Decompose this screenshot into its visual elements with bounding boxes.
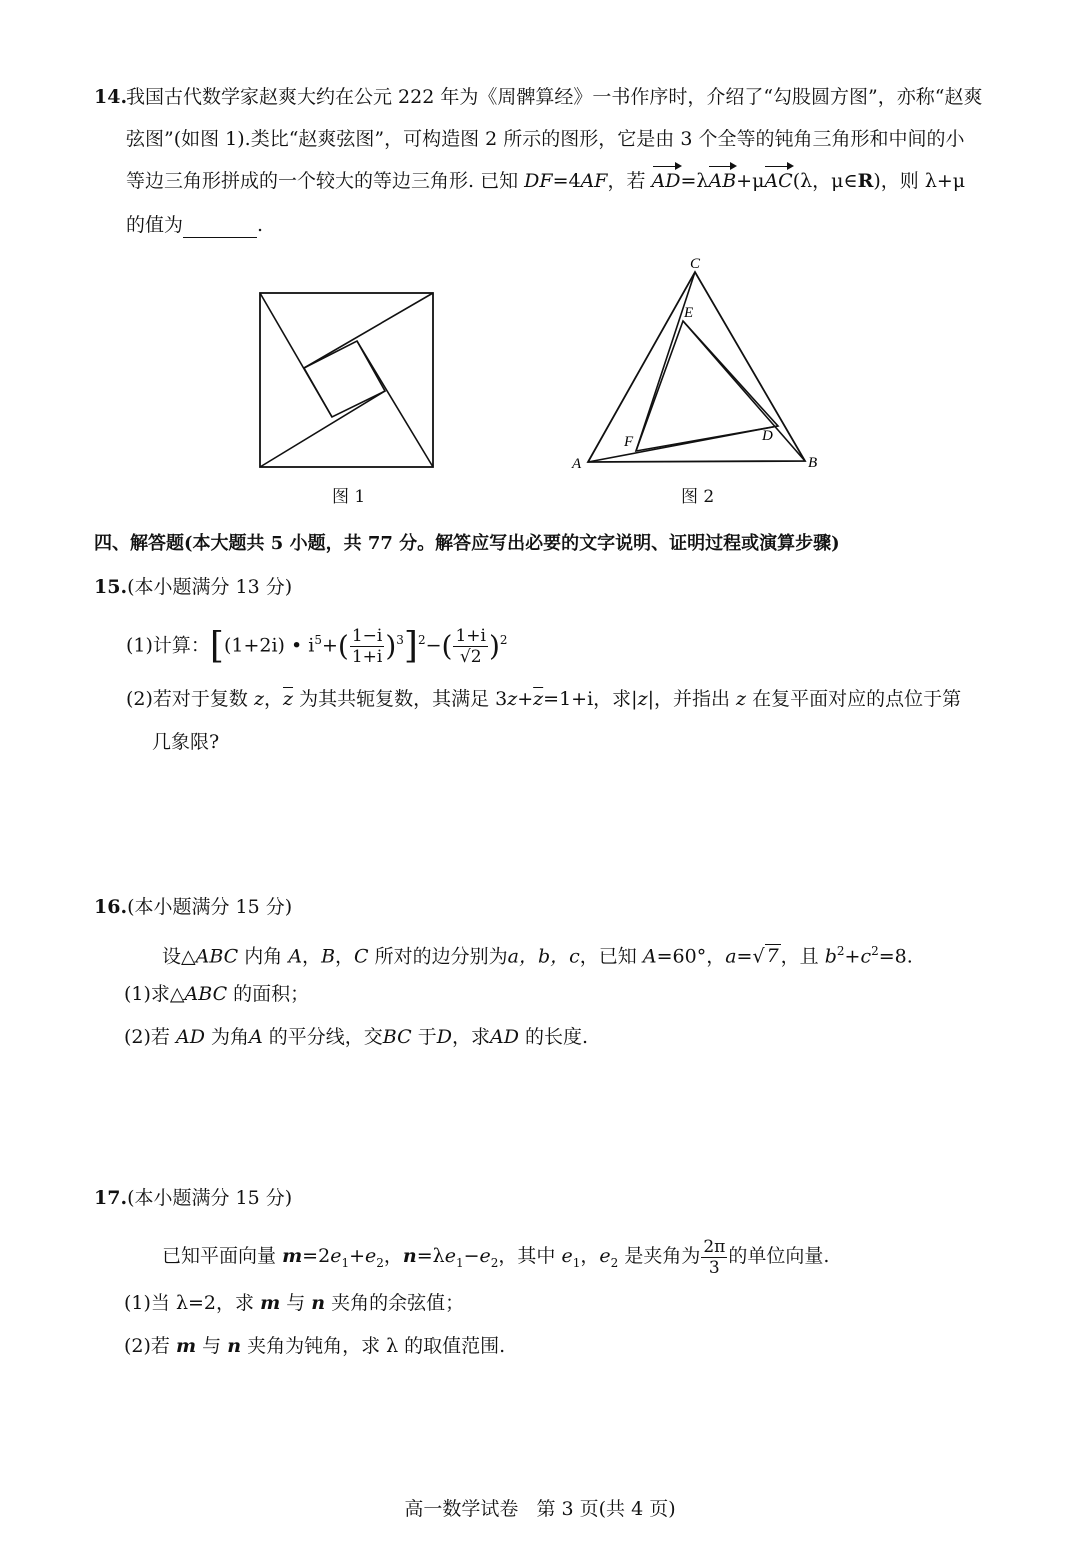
outer-square (260, 293, 433, 467)
inner-square (304, 341, 385, 417)
q17-e1b: e (444, 1245, 456, 1267)
bracket-open: [ (209, 625, 224, 667)
label-f: F (624, 434, 634, 450)
q16-triangle: ABC (195, 945, 239, 968)
q15-p1-expr: (1+2i) • i (223, 634, 315, 657)
paren-close-2: ) (488, 629, 500, 663)
label-e: E (684, 305, 694, 321)
q17-e2b: e (479, 1245, 491, 1267)
q17-stem-e: =λ (416, 1245, 445, 1267)
var-z-2: z (507, 688, 518, 710)
q16-C: C (354, 945, 369, 968)
q16-p1-triangle: ABC (184, 983, 228, 1005)
q14-line1: 我国古代数学家赵爽大约在公元 222 年为《周髀算经》一书作序时，介绍了“勾股圆方图”，亦称“赵爽 (126, 86, 983, 108)
q17-header (94, 1185, 292, 1211)
q16-p2-bc: BC (382, 1026, 412, 1048)
label-d: D (762, 428, 773, 444)
q15-minus: − (425, 634, 442, 657)
q16-score: (本小题满分 15 分) (127, 896, 293, 918)
q17-number: 17. (94, 1187, 128, 1209)
q16-exp1: 2 (836, 944, 845, 958)
q16-seven: 7 (766, 945, 779, 968)
answer-blank (183, 217, 257, 238)
q17-s1c: 1 (572, 1255, 581, 1270)
q14-plus-mu: +μ (736, 170, 765, 192)
q17-frac-num: 2π (703, 1236, 726, 1257)
q17-fraction (701, 1237, 727, 1278)
q16-c3: c (860, 945, 872, 968)
q17-p1-a: (1)当 λ=2，求 (124, 1292, 255, 1314)
q17-e2: e (365, 1245, 377, 1267)
q14-eq-lambda: =λ (680, 170, 709, 192)
fraction-2-num: 1+i (455, 625, 486, 646)
q16-p1-b: 的面积； (233, 983, 310, 1005)
q17-e2c: e (599, 1245, 611, 1267)
q16-part2 (124, 1024, 588, 1050)
q17-score: (本小题满分 15 分) (127, 1187, 293, 1209)
q17-stem-g: ，其中 (498, 1245, 556, 1267)
q17-s1: 1 (341, 1255, 350, 1270)
q17-p2-m: m (175, 1335, 197, 1357)
q16-stem-i: =8. (878, 945, 913, 968)
q17-p1-c: 夹角的余弦值； (331, 1292, 465, 1314)
q16-p2-f: 的长度. (524, 1026, 589, 1048)
q17-stem-h: ， (580, 1245, 600, 1267)
q15-exp3: 3 (396, 633, 404, 647)
q14-df: DF (524, 170, 553, 192)
q15-score: (本小题满分 13 分) (127, 576, 293, 598)
q17-e1: e (330, 1245, 342, 1267)
vector-ac: AC (764, 170, 793, 192)
q16-stem (162, 938, 913, 969)
q16-stem-h: ，且 (780, 945, 819, 968)
label-c: C (690, 256, 701, 272)
fraction-2-den: √2 (459, 646, 482, 667)
bracket-close: ] (403, 625, 418, 667)
q15-p2-sep: ， (263, 688, 283, 710)
figure-2-triangle-diagram (560, 250, 830, 480)
q16-p2-a: (2)若 (124, 1026, 170, 1048)
q16-stem-f: =60°， (656, 945, 726, 968)
q17-stem-c: + (349, 1245, 365, 1267)
q15-p2-c: =1+i，求| (543, 688, 638, 710)
q15-part1 (126, 618, 508, 667)
q17-e1c: e (561, 1245, 573, 1267)
vector-ab: AB (708, 170, 737, 192)
q14-af: AF (580, 170, 608, 192)
q16-exp2: 2 (871, 944, 879, 958)
q15-number: 15. (94, 576, 128, 598)
var-z: z (253, 688, 264, 710)
q16-p1-a: (1)求△ (124, 983, 185, 1005)
var-z-conjugate-2: $\overline{z}$ (533, 688, 544, 710)
q16-b2: b (824, 945, 837, 968)
q14-period: . (257, 214, 264, 236)
q17-s1b: 1 (455, 1255, 464, 1270)
fraction-1-num: 1−i (351, 625, 383, 646)
q14-line3 (126, 168, 965, 194)
q16-p2-ad2: AD (489, 1026, 519, 1048)
q14-number: 14. (94, 86, 128, 108)
q17-s2b: 2 (490, 1255, 499, 1270)
section-title: 四、解答题(本大题共 5 小题，共 77 分。解答应写出必要的文字说明、证明过程或演算步骤) (94, 533, 840, 554)
q17-s2c: 2 (610, 1255, 619, 1270)
q17-n: n (402, 1245, 417, 1267)
q16-A: A (288, 945, 303, 968)
q17-stem-f: − (463, 1245, 480, 1267)
paren-open-2: ( (441, 629, 453, 663)
var-z-conjugate: $\overline{z}$ (283, 688, 294, 710)
q16-p2-b: 为角 (210, 1026, 249, 1048)
q16-stem-g: =√ (736, 945, 765, 968)
q15-p2-b: 为其共轭复数，其满足 3 (299, 688, 508, 710)
q17-frac-den: 3 (708, 1257, 720, 1278)
page-footer: 高一数学试卷 第 3 页(共 4 页) (404, 1498, 676, 1520)
q16-p2-A: A (249, 1026, 263, 1048)
q17-part2 (124, 1333, 505, 1359)
q17-stem-b: =2 (302, 1245, 331, 1267)
q16-plus: + (844, 945, 861, 968)
q15-p2-d: |，并指出 (647, 688, 730, 710)
q16-a2: a (725, 945, 737, 968)
q15-p1-label: (1)计算： (126, 634, 210, 657)
q17-s2: 2 (376, 1255, 384, 1270)
q16-p2-e: ，求 (451, 1026, 490, 1048)
q14-eq: =4 (552, 170, 581, 192)
figure-1-zhao-shuang-diagram (250, 285, 450, 480)
q15-p2-line2: 几象限? (152, 731, 220, 753)
paren-close-1: ) (385, 629, 397, 663)
q14-line2: 弦图”(如图 1).类比“赵爽弦图”，可构造图 2 所示的图形，它是由 3 个全等的钝角三角形和中间的小 (126, 128, 965, 150)
q14-line3-text: 等边三角形拼成的一个较大的等边三角形. 已知 (126, 170, 519, 192)
q17-p1-n: n (311, 1292, 326, 1314)
q17-stem-i: 是夹角为 (624, 1245, 701, 1267)
q17-p1-m: m (260, 1292, 281, 1314)
label-b: B (808, 455, 818, 471)
q16-sides: a，b，c (507, 945, 580, 968)
q14-line4 (126, 212, 263, 238)
q16-p2-c: 的平分线，交 (268, 1026, 383, 1048)
q16-p2-D: D (436, 1026, 452, 1048)
q17-p2-n: n (227, 1335, 242, 1357)
q17-p1-b: 与 (286, 1292, 306, 1314)
q17-p2-c: 夹角为钝角，求 λ 的取值范围. (247, 1335, 506, 1357)
q16-number: 16. (94, 896, 128, 918)
q14-value-label: 的值为 (126, 214, 184, 236)
q16-stem-e: ，已知 (579, 945, 637, 968)
q17-stem (162, 1236, 829, 1283)
q15-p2-a: (2)若对于复数 (126, 688, 248, 710)
q15-exp5: 5 (314, 633, 322, 647)
fig1-caption: 图 1 (332, 487, 366, 507)
q16-part1 (124, 981, 309, 1007)
fraction-2 (453, 626, 488, 667)
var-z-3: z (637, 688, 648, 710)
q14-ruo: ，若 (607, 170, 646, 192)
q14-real-set: R (857, 170, 874, 192)
q15-part2 (126, 686, 961, 712)
paren-open-1: ( (337, 629, 349, 663)
q17-part1 (124, 1290, 464, 1316)
fraction-1 (350, 626, 385, 667)
q16-comma2: ， (335, 945, 355, 968)
q17-stem-j: 的单位向量. (728, 1245, 830, 1267)
q16-stem-d: 所对的边分别为 (374, 945, 508, 968)
q16-A2: A (642, 945, 657, 968)
q14-cond-end: )，则 λ+μ (873, 170, 966, 192)
q17-p2-a: (2)若 (124, 1335, 170, 1357)
q16-stem-b: 内角 (244, 945, 283, 968)
q15-p2-e: 在复平面对应的点位于第 (752, 688, 962, 710)
q17-stem-d: ， (383, 1245, 403, 1267)
var-z-4: z (736, 688, 747, 710)
fig2-caption: 图 2 (681, 487, 715, 507)
q15-exp2b: 2 (499, 633, 508, 647)
q15-plus: + (321, 634, 338, 657)
fig1-segment-4 (260, 391, 385, 467)
q15-exp2a: 2 (417, 633, 426, 647)
q16-B: B (321, 945, 336, 968)
fraction-1-den: 1+i (351, 646, 383, 667)
q17-p2-b: 与 (202, 1335, 222, 1357)
fig1-segment-2 (304, 293, 433, 368)
label-a: A (572, 456, 582, 472)
q15-p2-plus: + (517, 688, 534, 710)
q16-p2-ad: AD (175, 1026, 205, 1048)
q15-header (94, 574, 292, 600)
q14-cond: (λ，μ∈ (792, 170, 858, 192)
vector-ad: AD (651, 170, 681, 192)
q17-m: m (282, 1245, 303, 1267)
q17-stem-a: 已知平面向量 (162, 1245, 277, 1267)
q16-stem-a: 设△ (162, 945, 196, 968)
q16-header (94, 894, 292, 920)
q16-comma1: ， (302, 945, 322, 968)
q16-p2-d: 于 (417, 1026, 437, 1048)
